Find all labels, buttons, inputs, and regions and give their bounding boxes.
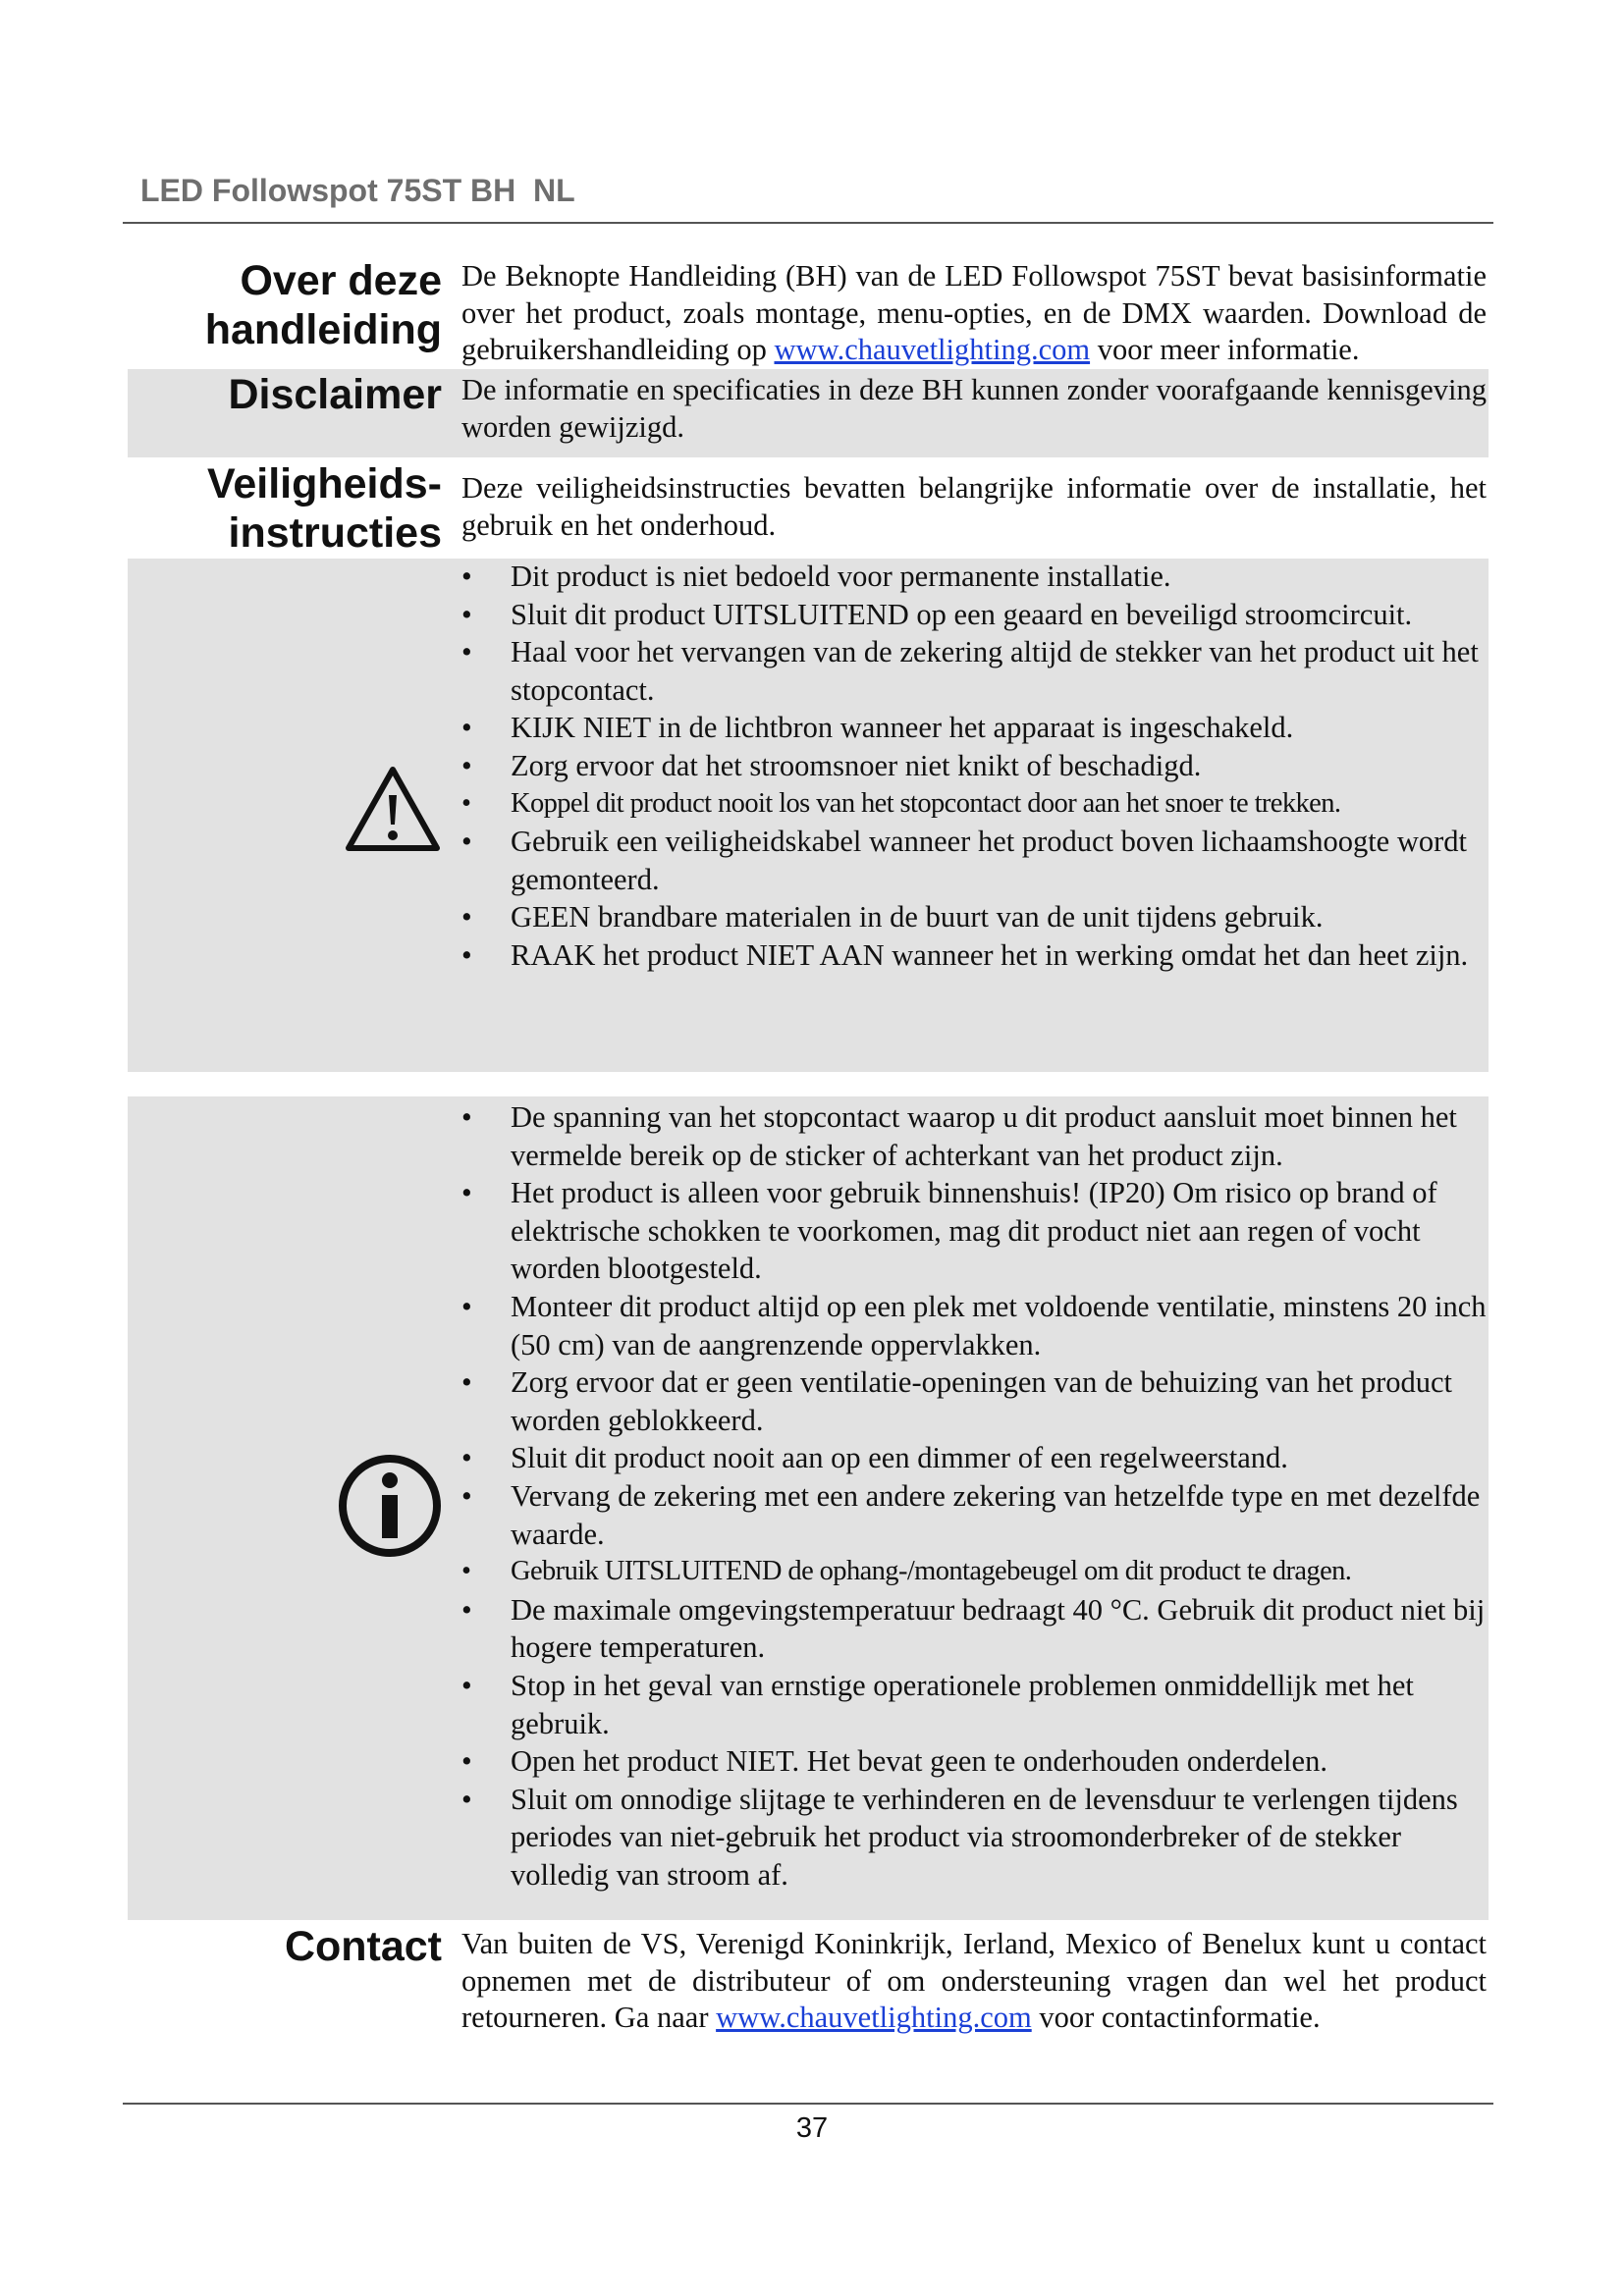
list-item: • Gebruik UITSLUITEND de ophang-/montagebeugel om dit product te dragen. <box>456 1553 1489 1591</box>
disclaimer-paragraph: De informatie en specificaties in deze BH kunnen zonder voorafgaande kennisgeving worden gewijzigd. <box>461 373 1487 444</box>
list-item: • GEEN brandbare materialen in de buurt van de unit tijdens gebruik. <box>456 898 1489 936</box>
list-item: • Stop in het geval van ernstige operationele problemen onmiddellijk met het gebruik. <box>456 1667 1489 1742</box>
list-item: • Sluit dit product UITSLUITEND op een geaard en beveiligd stroomcircuit. <box>456 596 1489 634</box>
contact-heading: Contact <box>284 1923 442 1970</box>
list-item: • De maximale omgevingstemperatuur bedraagt 40 °C. Gebruik dit product niet bij hogere temperaturen. <box>456 1591 1489 1667</box>
warning-triangle-icon <box>343 764 443 854</box>
document-header-title: LED Followspot 75ST BH NL <box>140 173 575 208</box>
safety-paragraph: Deze veiligheidsinstructies bevatten belangrijke informatie over de installatie, het gebruik en het onderhoud. <box>461 471 1487 542</box>
list-item: • Gebruik een veiligheidskabel wanneer het product boven lichaamshoogte wordt gemonteerd. <box>456 823 1489 898</box>
list-item: • KIJK NIET in de lichtbron wanneer het apparaat is ingeschakeld. <box>456 709 1489 747</box>
list-item: • Sluit dit product nooit aan op een dimmer of een regelweerstand. <box>456 1439 1489 1477</box>
list-item: • Het product is alleen voor gebruik binnenshuis! (IP20) Om risico op brand of elektrische schokken te voorkomen, mag dit product niet aan regen of vocht worden blootgesteld. <box>456 1174 1489 1288</box>
list-item: • Open het product NIET. Het bevat geen te onderhouden onderdelen. <box>456 1742 1489 1781</box>
list-item: • Zorg ervoor dat er geen ventilatie-openingen van de behuizing van het product worden geblokkeerd. <box>456 1363 1489 1439</box>
list-item: • Dit product is niet bedoeld voor permanente installatie. <box>456 558 1489 596</box>
header-divider <box>123 222 1493 224</box>
list-item: • Haal voor het vervangen van de zekering altijd de stekker van het product uit het stopcontact. <box>456 633 1489 709</box>
footer-divider <box>123 2103 1493 2105</box>
list-item: • De spanning van het stopcontact waarop u dit product aansluit moet binnen het vermelde bereik op de sticker of achterkant van het product zijn. <box>456 1098 1489 1174</box>
information-list <box>456 1098 1489 1894</box>
list-item: • Sluit om onnodige slijtage te verhinderen en de levensduur te verlengen tijdens periodes van niet-gebruik het product via stroomonderbreker of de stekker volledig van stroom af. <box>456 1781 1489 1895</box>
about-heading: Over deze handleiding <box>204 257 442 353</box>
about-website-link[interactable]: www.chauvetlighting.com <box>774 333 1091 366</box>
contact-website-link[interactable]: www.chauvetlighting.com <box>716 2001 1032 2034</box>
list-item: • Vervang de zekering met een andere zekering van hetzelfde type en met dezelfde waarde. <box>456 1477 1489 1553</box>
list-item: • RAAK het product NIET AAN wanneer het in werking omdat het dan heet zijn. <box>456 936 1489 975</box>
list-item: • Monteer dit product altijd op een plek met voldoende ventilatie, minstens 20 inch (50 cm) van de aangrenzende oppervlakken. <box>456 1288 1489 1363</box>
contact-paragraph: Van buiten de VS, Verenigd Koninkrijk, Ierland, Mexico of Benelux kunt u contact opnemen met de distributeur of om ondersteuning vragen dan wel het product retourneren. Ga naar www.chauvetlighting.com voor contactinformatie. <box>461 1927 1487 2034</box>
about-paragraph: De Beknopte Handleiding (BH) van de LED Followspot 75ST bevat basisinformatie over het product, zoals montage, menu-opties, en de DMX waarden. Download de gebruikershandleiding op www.chauvetlighting.com voor meer informatie. <box>461 259 1487 366</box>
disclaimer-heading: Disclaimer <box>228 371 442 418</box>
safety-heading: Veiligheids- instructies <box>207 460 442 557</box>
warnings-list <box>456 558 1489 975</box>
list-item: • Zorg ervoor dat het stroomsnoer niet knikt of beschadigd. <box>456 747 1489 785</box>
page-number: 37 <box>795 2112 829 2144</box>
list-item: • Koppel dit product nooit los van het stopcontact door aan het snoer te trekken. <box>456 785 1489 824</box>
info-circle-icon <box>337 1453 443 1559</box>
